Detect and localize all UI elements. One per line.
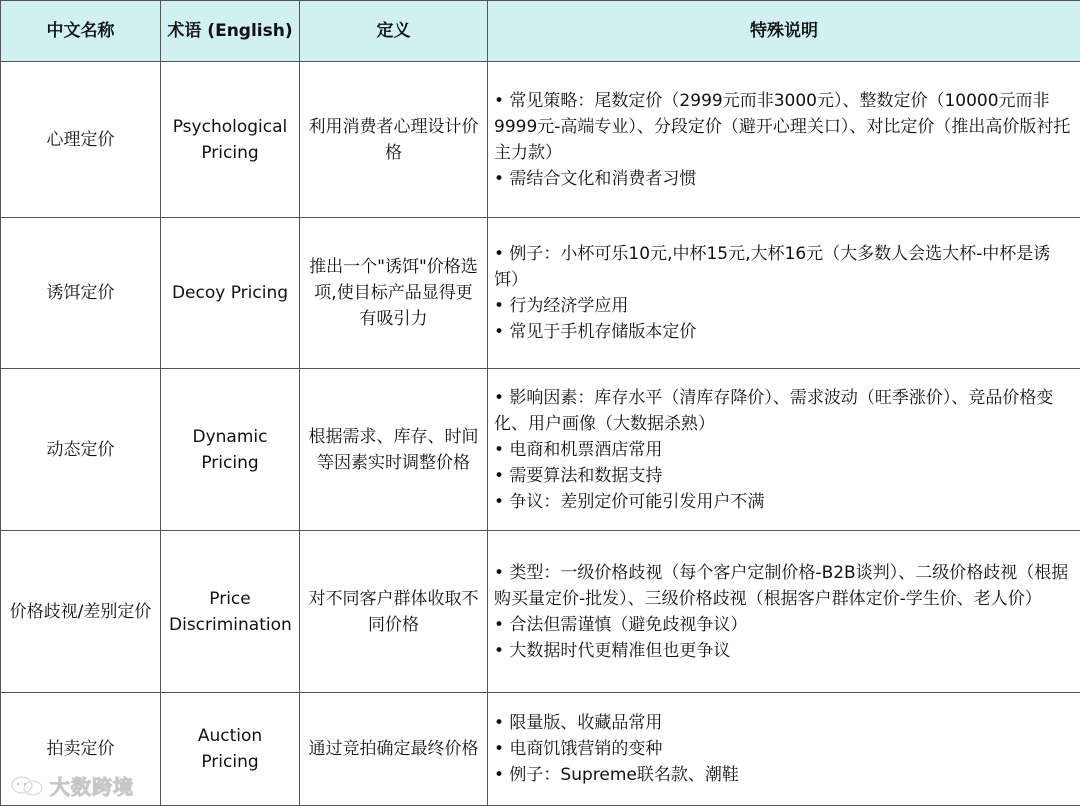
header-term-en: 术语 (English) (161, 1, 300, 62)
cell-name-cn: 拍卖定价 (1, 693, 161, 806)
cell-definition: 利用消费者心理设计价格 (300, 62, 488, 218)
table-row (1, 531, 1080, 693)
cell-term-en: Auction Pricing (161, 693, 300, 806)
cell-notes (488, 531, 1080, 693)
note-item: • 限量版、收藏品常用 (494, 713, 663, 733)
header-definition: 定义 (300, 1, 488, 62)
note-item: • 常见于手机存储版本定价 (494, 322, 697, 342)
cell-name-cn: 价格歧视/差别定价 (1, 531, 161, 693)
table-row (1, 693, 1080, 806)
watermark-text: 大数跨境 (50, 775, 134, 799)
cell-term-en: Dynamic Pricing (161, 369, 300, 531)
header-name-cn: 中文名称 (1, 1, 161, 62)
note-item: • 需结合文化和消费者习惯 (494, 168, 697, 189)
note-item: • 常见策略：尾数定价（2999元而非3000元）、整数定价（10000元而非9999元-高端专业）、分段定价（避开心理关口）、对比定价（推出高价版衬托主力款） (494, 90, 1071, 163)
note-item: • 类型：一级价格歧视（每个客户定制价格-B2B谈判）、二级价格歧视（根据购买量定价-批发）、三级价格歧视（根据客户群体定价-学生价、老人价） (494, 562, 1069, 609)
cell-definition: 对不同客户群体收取不同价格 (300, 531, 488, 693)
cell-notes (488, 62, 1080, 218)
cell-term-en: Decoy Pricing (161, 218, 300, 369)
cell-definition: 根据需求、库存、时间等因素实时调整价格 (300, 369, 488, 531)
note-item: • 例子：Supreme联名款、潮鞋 (494, 765, 739, 785)
cell-definition: 通过竞拍确定最终价格 (300, 693, 488, 806)
cell-term-en: Price Discrimination (161, 531, 300, 693)
cell-notes (488, 369, 1080, 531)
cell-name-cn: 诱饵定价 (1, 218, 161, 369)
cell-name-cn: 心理定价 (1, 62, 161, 218)
note-item: • 影响因素：库存水平（清库存降价）、需求波动（旺季涨价）、竞品价格变化、用户画像（大数据杀熟） (494, 387, 1054, 434)
note-item: • 合法但需谨慎（避免歧视争议） (494, 614, 748, 635)
note-item: • 电商饥饿营销的变种 (494, 739, 663, 759)
table-row (1, 218, 1080, 369)
cell-name-cn: 动态定价 (1, 369, 161, 531)
note-item: • 电商和机票酒店常用 (494, 439, 663, 460)
note-item: • 大数据时代更精准但也更争议 (494, 640, 731, 661)
cell-term-en: Psychological Pricing (161, 62, 300, 218)
cell-definition: 推出一个"诱饵"价格选项,使目标产品显得更有吸引力 (300, 218, 488, 369)
cell-notes (488, 218, 1080, 369)
note-item: • 需要算法和数据支持 (494, 465, 663, 486)
header-notes: 特殊说明 (488, 1, 1080, 62)
note-item: • 争议：差别定价可能引发用户不满 (494, 491, 765, 512)
note-item: • 例子：小杯可乐10元,中杯15元,大杯16元（大多数人会选大杯-中杯是诱饵） (494, 244, 1051, 290)
note-item: • 行为经济学应用 (494, 296, 629, 316)
cell-notes (488, 693, 1080, 806)
table-row (1, 62, 1080, 218)
table-row (1, 369, 1080, 531)
table-header-row (1, 1, 1080, 62)
